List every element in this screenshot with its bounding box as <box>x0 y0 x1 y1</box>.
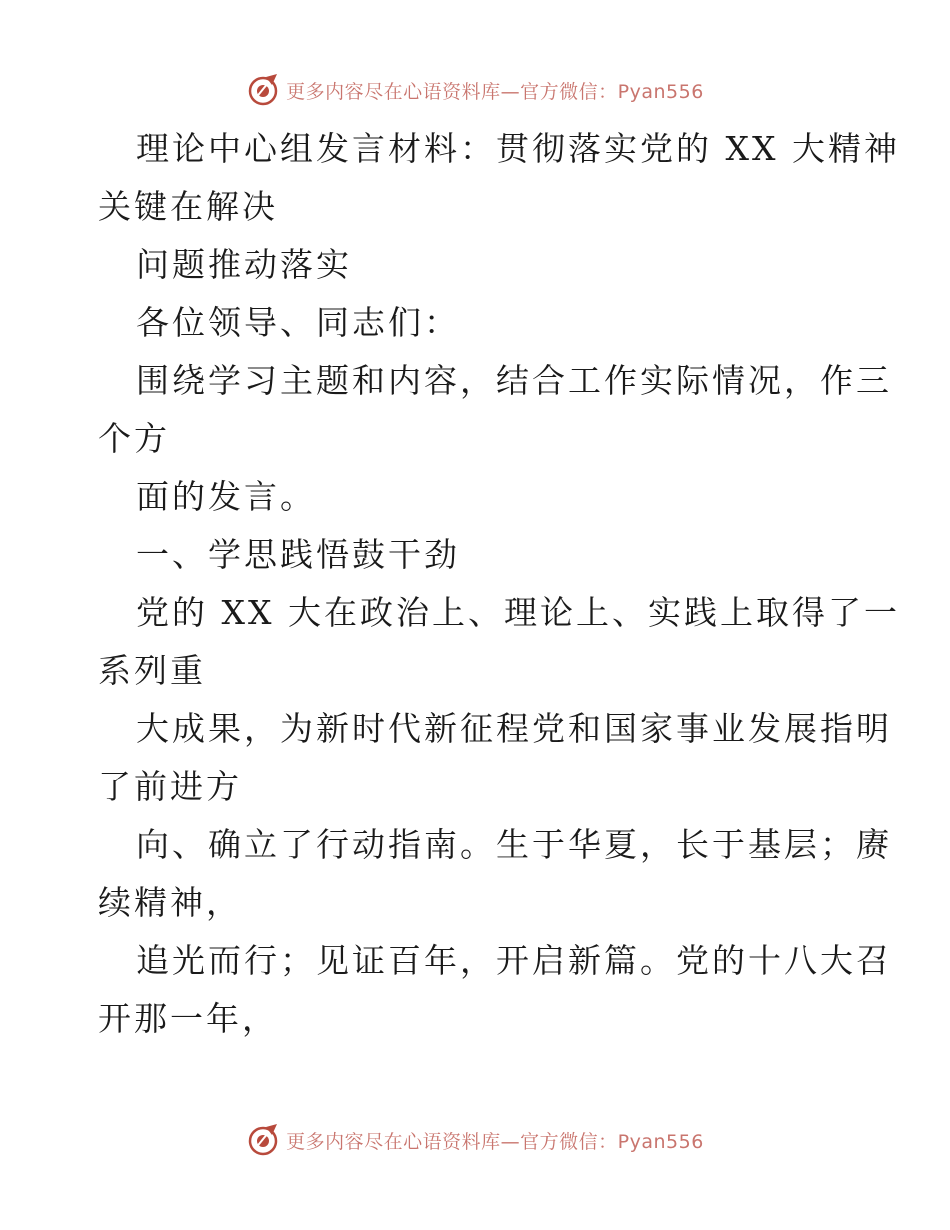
title-line: 问题推动落实 <box>136 245 352 284</box>
paragraph-line: 了前进方 <box>98 767 242 806</box>
paragraph-line: 续精神， <box>98 883 242 922</box>
paragraph-line: 围绕学习主题和内容，结合工作实际情况，作三 <box>136 361 892 400</box>
section-heading: 一、学思践悟鼓干劲 <box>136 535 460 574</box>
pen-seal-icon <box>246 73 280 107</box>
title-line: 理论中心组发言材料：贯彻落实党的 XX 大精神 <box>136 129 900 168</box>
footer-watermark <box>0 1120 950 1160</box>
paragraph-line: 开那一年， <box>98 999 278 1038</box>
title-line: 关键在解决 <box>98 187 278 226</box>
pen-seal-icon <box>246 1123 280 1157</box>
paragraph-line: 面的发言。 <box>136 477 316 516</box>
salutation-line: 各位领导、同志们： <box>136 303 460 342</box>
paragraph-line: 大成果，为新时代新征程党和国家事业发展指明 <box>136 709 892 748</box>
paragraph-line: 系列重 <box>98 651 206 690</box>
paragraph-line: 追光而行；见证百年，开启新篇。党的十八大召 <box>136 941 892 980</box>
paragraph-line: 个方 <box>98 419 170 458</box>
paragraph-line: 党的 XX 大在政治上、理论上、实践上取得了一 <box>136 593 900 632</box>
paragraph-line: 向、确立了行动指南。生于华夏，长于基层；赓 <box>136 825 892 864</box>
watermark-text: 更多内容尽在心语资料库—官方微信：Pyan556 <box>286 80 704 103</box>
watermark-text: 更多内容尽在心语资料库—官方微信：Pyan556 <box>286 1130 704 1153</box>
header-watermark <box>0 70 950 110</box>
document-body <box>98 120 900 1048</box>
